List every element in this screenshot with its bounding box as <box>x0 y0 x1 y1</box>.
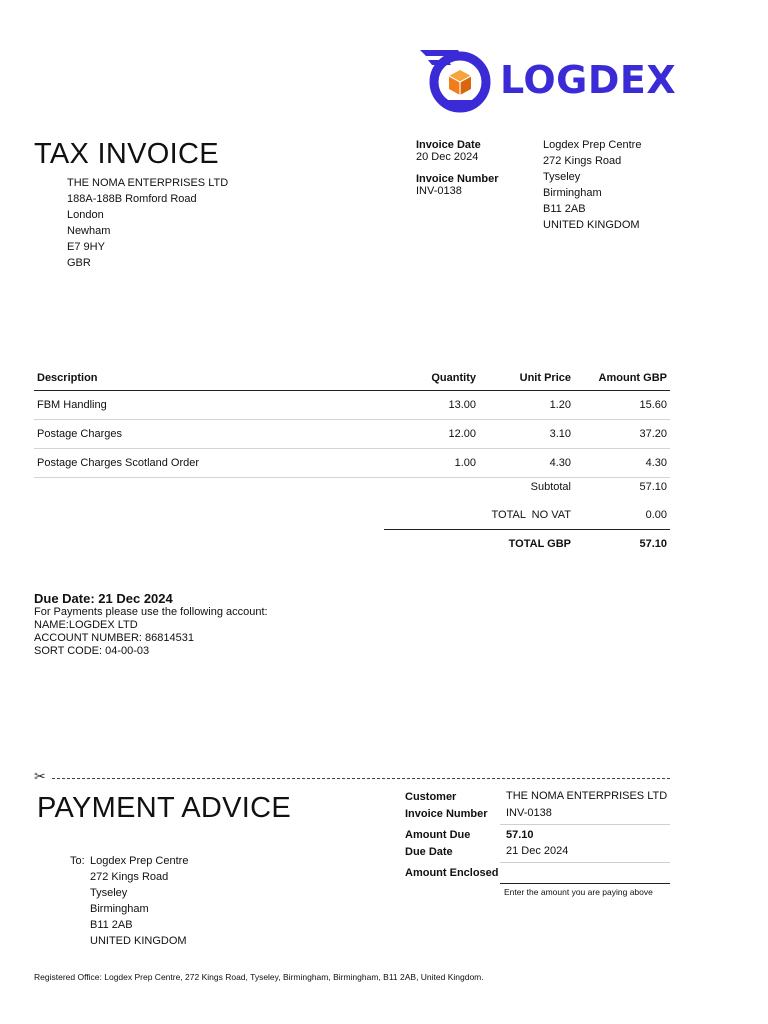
address-line: Tyseley <box>90 887 128 899</box>
total-row <box>384 530 670 558</box>
address-line: London <box>67 209 104 221</box>
amount-due-label: Amount Due <box>405 829 471 841</box>
due-date-title: Due Date: 21 Dec 2024 <box>34 591 173 606</box>
invoice-number-value: INV-0138 <box>416 185 462 197</box>
advice-summary <box>400 787 670 907</box>
invoice-meta <box>416 139 499 198</box>
row-unit-price: 1.20 <box>549 399 571 411</box>
subtotal-label: Subtotal <box>530 481 571 493</box>
address-line: Logdex Prep Centre <box>543 139 642 151</box>
advice-to-address <box>70 853 188 949</box>
table-header-row <box>34 366 670 391</box>
payment-line: ACCOUNT NUMBER: 86814531 <box>34 632 194 644</box>
line-items-table <box>34 366 670 478</box>
payment-line: SORT CODE: 04-00-03 <box>34 645 150 657</box>
address-line: Birmingham <box>90 903 149 915</box>
due-date-value: 21 Dec 2024 <box>506 845 569 857</box>
vat-row <box>384 501 670 530</box>
row-amount: 37.20 <box>639 428 667 440</box>
registered-office-footer: Registered Office: Logdex Prep Centre, 272 Kings Road, Tyseley, Birmingham, Birmingham, B11 2AB, United Kingdom. <box>34 972 484 982</box>
due-date-label: Due Date <box>405 846 453 858</box>
vat-value: 0.00 <box>645 509 667 521</box>
address-line: 272 Kings Road <box>90 871 169 883</box>
header-quantity: Quantity <box>431 372 476 384</box>
divider <box>500 824 670 825</box>
amount-enclosed-hint: Enter the amount you are paying above <box>504 887 653 897</box>
invoice-date-value: 20 Dec 2024 <box>416 151 479 163</box>
row-unit-price: 3.10 <box>549 428 571 440</box>
brand-name: LOGDEX <box>500 58 677 102</box>
address-line: Logdex Prep Centre <box>90 855 189 867</box>
row-quantity: 13.00 <box>448 399 476 411</box>
address-line: Newham <box>67 225 111 237</box>
row-description: Postage Charges <box>37 428 122 440</box>
company-logo <box>418 46 678 114</box>
address-line: Tyseley <box>543 171 581 183</box>
cut-line <box>34 768 670 785</box>
payment-line: For Payments please use the following account: <box>34 606 268 618</box>
dashed-divider <box>52 778 670 779</box>
total-label: TOTAL GBP <box>508 538 571 550</box>
scissors-icon: ✂ <box>34 768 46 784</box>
address-line: 188A-188B Romford Road <box>67 193 197 205</box>
row-description: FBM Handling <box>37 399 107 411</box>
address-line: B11 2AB <box>543 203 586 215</box>
payment-instructions <box>34 591 268 658</box>
invoice-date-label: Invoice Date <box>416 139 481 151</box>
amount-enclosed-label: Amount Enclosed <box>405 867 499 879</box>
invoice-title: TAX INVOICE <box>34 138 219 170</box>
customer-label: Customer <box>405 791 457 803</box>
table-row <box>34 420 670 449</box>
customer-address <box>67 175 228 271</box>
address-line: B11 2AB <box>90 919 133 931</box>
advice-number-value: INV-0138 <box>506 807 552 819</box>
amount-due-value: 57.10 <box>506 829 534 841</box>
row-amount: 4.30 <box>645 457 667 469</box>
address-line: GBR <box>67 257 91 269</box>
address-line: Birmingham <box>543 187 602 199</box>
vat-label: TOTAL NO VAT <box>491 509 571 521</box>
row-description: Postage Charges Scotland Order <box>37 457 200 469</box>
invoice-number-label: Invoice Number <box>416 173 499 185</box>
address-line: 272 Kings Road <box>543 155 622 167</box>
to-label: To: <box>70 855 85 867</box>
total-value: 57.10 <box>639 538 667 550</box>
header-unit-price: Unit Price <box>519 372 571 384</box>
subtotal-value: 57.10 <box>639 481 667 493</box>
row-unit-price: 4.30 <box>549 457 571 469</box>
row-quantity: 12.00 <box>448 428 476 440</box>
payment-line: NAME:LOGDEX LTD <box>34 619 138 631</box>
address-line: THE NOMA ENTERPRISES LTD <box>67 177 229 189</box>
header-amount: Amount GBP <box>598 372 667 384</box>
customer-value: THE NOMA ENTERPRISES LTD <box>506 790 668 802</box>
header-description: Description <box>37 372 98 384</box>
address-line: UNITED KINGDOM <box>543 219 640 231</box>
amount-enclosed-field[interactable] <box>500 883 670 884</box>
divider <box>500 862 670 863</box>
box-pin-icon <box>418 46 494 114</box>
table-row <box>34 391 670 420</box>
address-line: UNITED KINGDOM <box>90 935 187 947</box>
supplier-address <box>543 137 641 233</box>
row-quantity: 1.00 <box>454 457 476 469</box>
totals-block <box>384 473 670 558</box>
payment-advice-title: PAYMENT ADVICE <box>37 792 291 824</box>
subtotal-row <box>384 473 670 501</box>
address-line: E7 9HY <box>67 241 105 253</box>
row-amount: 15.60 <box>639 399 667 411</box>
advice-number-label: Invoice Number <box>405 808 488 820</box>
